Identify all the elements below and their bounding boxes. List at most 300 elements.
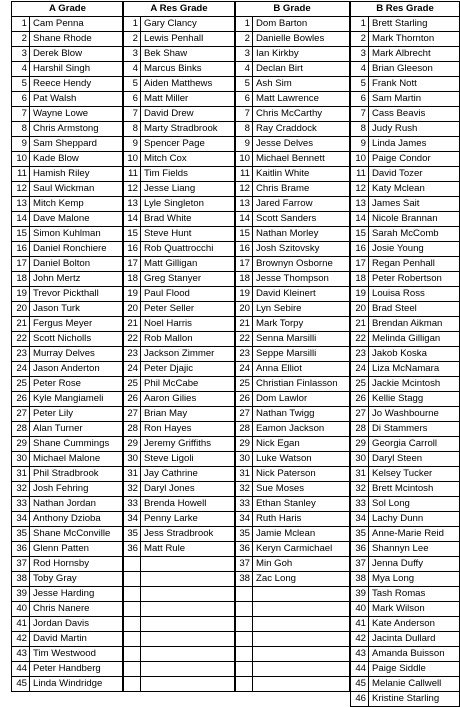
player-row — [351, 182, 460, 197]
player-number: 46 — [351, 692, 369, 707]
player-row — [123, 602, 236, 617]
player-name: Tim Fields — [141, 167, 236, 182]
player-number: 32 — [12, 482, 30, 497]
player-number: 40 — [351, 602, 369, 617]
player-row — [351, 242, 460, 257]
player-row — [351, 662, 460, 677]
player-number: 21 — [235, 317, 253, 332]
player-number: 23 — [123, 347, 141, 362]
player-row — [123, 302, 236, 317]
player-number: 32 — [351, 482, 369, 497]
player-number — [123, 632, 141, 647]
player-number: 3 — [235, 47, 253, 62]
player-row — [235, 212, 350, 227]
player-row — [123, 677, 236, 692]
player-number: 25 — [235, 377, 253, 392]
player-number: 25 — [12, 377, 30, 392]
player-row — [12, 557, 124, 572]
player-number — [235, 632, 253, 647]
player-name: Josh Szitovsky — [253, 242, 350, 257]
player-row — [235, 647, 350, 662]
player-row — [235, 287, 350, 302]
player-number: 2 — [351, 32, 369, 47]
player-name: Jesse Liang — [141, 182, 236, 197]
player-number: 26 — [123, 392, 141, 407]
player-number: 17 — [123, 257, 141, 272]
player-number — [123, 557, 141, 572]
player-name: Peter Rose — [30, 377, 124, 392]
player-name: Nick Egan — [253, 437, 350, 452]
player-number: 17 — [351, 257, 369, 272]
player-row — [235, 677, 350, 692]
player-number: 19 — [123, 287, 141, 302]
player-name: Louisa Ross — [369, 287, 460, 302]
player-number: 32 — [123, 482, 141, 497]
player-number: 9 — [123, 137, 141, 152]
player-name: Jamie Mclean — [253, 527, 350, 542]
player-row — [12, 662, 124, 677]
player-name: Seppe Marsilli — [253, 347, 350, 362]
player-row — [235, 422, 350, 437]
player-number: 34 — [235, 512, 253, 527]
player-number: 22 — [235, 332, 253, 347]
player-name: Bek Shaw — [141, 47, 236, 62]
player-number — [123, 572, 141, 587]
player-name: Linda James — [369, 137, 460, 152]
player-row — [235, 77, 350, 92]
player-number: 45 — [351, 677, 369, 692]
player-name — [253, 602, 350, 617]
player-number: 2 — [123, 32, 141, 47]
player-row — [351, 152, 460, 167]
player-row — [351, 257, 460, 272]
player-number: 15 — [123, 227, 141, 242]
player-number: 10 — [235, 152, 253, 167]
player-number — [235, 587, 253, 602]
player-row — [123, 527, 236, 542]
player-row — [123, 77, 236, 92]
player-name — [141, 557, 236, 572]
player-name: John Mertz — [30, 272, 124, 287]
player-name: Mitch Cox — [141, 152, 236, 167]
player-number: 25 — [351, 377, 369, 392]
player-number: 39 — [12, 587, 30, 602]
player-row — [235, 407, 350, 422]
player-number — [235, 617, 253, 632]
player-name: Scott Nicholls — [30, 332, 124, 347]
player-row — [12, 257, 124, 272]
player-name: Spencer Page — [141, 137, 236, 152]
player-name: Derek Blow — [30, 47, 124, 62]
player-name: Liza McNamara — [369, 362, 460, 377]
player-row — [235, 167, 350, 182]
player-row — [351, 332, 460, 347]
player-name — [141, 662, 236, 677]
player-number: 13 — [351, 197, 369, 212]
player-row — [12, 197, 124, 212]
player-number: 18 — [12, 272, 30, 287]
player-name: Frank Nott — [369, 77, 460, 92]
player-row — [235, 362, 350, 377]
player-number: 27 — [12, 407, 30, 422]
player-name: Ruth Haris — [253, 512, 350, 527]
player-row — [123, 662, 236, 677]
player-name: Daryl Steen — [369, 452, 460, 467]
player-number: 27 — [235, 407, 253, 422]
player-name: Matt Gilligan — [141, 257, 236, 272]
player-name: Di Stammers — [369, 422, 460, 437]
player-row — [12, 617, 124, 632]
player-name: Brett Mcintosh — [369, 482, 460, 497]
player-number: 29 — [123, 437, 141, 452]
player-name: Trevor Pickthall — [30, 287, 124, 302]
player-name: Katy Mclean — [369, 182, 460, 197]
player-number: 11 — [12, 167, 30, 182]
player-row — [12, 572, 124, 587]
player-number: 21 — [123, 317, 141, 332]
player-row — [123, 107, 236, 122]
grade-table — [234, 1, 350, 692]
player-row — [12, 167, 124, 182]
player-row — [351, 227, 460, 242]
player-name: Mark Albrecht — [369, 47, 460, 62]
player-row — [351, 512, 460, 527]
player-name: Jo Washbourne — [369, 407, 460, 422]
player-name: Ethan Stanley — [253, 497, 350, 512]
player-row — [351, 632, 460, 647]
player-name: Jay Cathrine — [141, 467, 236, 482]
player-name: Hamish Riley — [30, 167, 124, 182]
player-name: Kristine Starling — [369, 692, 460, 707]
player-row — [12, 377, 124, 392]
player-name: Scott Sanders — [253, 212, 350, 227]
player-number: 29 — [235, 437, 253, 452]
player-number: 12 — [351, 182, 369, 197]
player-row — [235, 632, 350, 647]
player-name: Shannyn Lee — [369, 542, 460, 557]
player-name: Judy Rush — [369, 122, 460, 137]
player-name: Murray Delves — [30, 347, 124, 362]
player-number: 35 — [123, 527, 141, 542]
player-row — [123, 467, 236, 482]
player-name — [141, 617, 236, 632]
player-row — [235, 302, 350, 317]
player-number: 12 — [123, 182, 141, 197]
player-row — [12, 347, 124, 362]
player-number: 27 — [351, 407, 369, 422]
player-number: 44 — [351, 662, 369, 677]
player-row — [123, 287, 236, 302]
player-number: 15 — [12, 227, 30, 242]
player-row — [12, 512, 124, 527]
player-row — [235, 317, 350, 332]
player-row — [123, 557, 236, 572]
player-row — [351, 17, 460, 32]
player-name: Ash Sim — [253, 77, 350, 92]
player-row — [351, 107, 460, 122]
player-row — [351, 467, 460, 482]
player-name: Kaitlin White — [253, 167, 350, 182]
player-name: Peter Handberg — [30, 662, 124, 677]
player-number: 32 — [235, 482, 253, 497]
player-row — [123, 137, 236, 152]
player-number: 15 — [351, 227, 369, 242]
player-name — [253, 647, 350, 662]
player-row — [12, 542, 124, 557]
player-number: 1 — [235, 17, 253, 32]
player-name: Paige Siddle — [369, 662, 460, 677]
player-row — [351, 482, 460, 497]
player-name: Declan Birt — [253, 62, 350, 77]
player-number — [123, 647, 141, 662]
player-name: Daryl Jones — [141, 482, 236, 497]
player-number: 41 — [12, 617, 30, 632]
player-number: 16 — [235, 242, 253, 257]
player-number: 16 — [12, 242, 30, 257]
player-number: 17 — [235, 257, 253, 272]
player-number: 42 — [351, 632, 369, 647]
player-name: Brendan Aikman — [369, 317, 460, 332]
player-row — [12, 452, 124, 467]
player-row — [351, 557, 460, 572]
player-row — [12, 92, 124, 107]
player-number: 33 — [12, 497, 30, 512]
player-number: 3 — [12, 47, 30, 62]
player-number: 24 — [12, 362, 30, 377]
player-row — [351, 362, 460, 377]
player-name: Keryn Carmichael — [253, 542, 350, 557]
player-row — [12, 632, 124, 647]
player-row — [123, 647, 236, 662]
player-row — [123, 257, 236, 272]
player-row — [123, 632, 236, 647]
player-name: Amanda Buisson — [369, 647, 460, 662]
player-number: 38 — [235, 572, 253, 587]
player-row — [235, 227, 350, 242]
player-row — [351, 572, 460, 587]
player-number: 5 — [351, 77, 369, 92]
player-row — [235, 122, 350, 137]
player-number: 28 — [12, 422, 30, 437]
player-number: 7 — [12, 107, 30, 122]
player-name: Jacinta Dullard — [369, 632, 460, 647]
player-number: 11 — [235, 167, 253, 182]
player-row — [12, 287, 124, 302]
player-number: 2 — [12, 32, 30, 47]
player-name: Peter Lily — [30, 407, 124, 422]
grade-table — [11, 1, 124, 692]
player-row — [123, 17, 236, 32]
player-name: Sue Moses — [253, 482, 350, 497]
player-row — [351, 167, 460, 182]
player-number: 37 — [12, 557, 30, 572]
player-number: 9 — [351, 137, 369, 152]
player-name: Jesse Thompson — [253, 272, 350, 287]
player-row — [351, 122, 460, 137]
player-name: Jakob Koska — [369, 347, 460, 362]
player-number: 42 — [12, 632, 30, 647]
player-name: Matt Miller — [141, 92, 236, 107]
player-number: 45 — [12, 677, 30, 692]
player-name: Matt Lawrence — [253, 92, 350, 107]
player-row — [12, 407, 124, 422]
grade-table — [350, 1, 460, 707]
player-row — [235, 542, 350, 557]
player-row — [123, 437, 236, 452]
player-row — [351, 527, 460, 542]
player-name: Sam Sheppard — [30, 137, 124, 152]
player-number: 10 — [351, 152, 369, 167]
player-row — [235, 257, 350, 272]
player-row — [351, 302, 460, 317]
player-name: James Sait — [369, 197, 460, 212]
player-row — [235, 452, 350, 467]
player-row — [235, 242, 350, 257]
player-row — [351, 317, 460, 332]
player-row — [123, 452, 236, 467]
player-row — [123, 542, 236, 557]
player-name: Greg Stanyer — [141, 272, 236, 287]
player-name: Tim Westwood — [30, 647, 124, 662]
player-row — [235, 392, 350, 407]
player-number: 10 — [12, 152, 30, 167]
player-row — [351, 617, 460, 632]
player-number: 20 — [235, 302, 253, 317]
player-number: 9 — [12, 137, 30, 152]
player-number: 24 — [351, 362, 369, 377]
player-number: 18 — [123, 272, 141, 287]
player-name: Saul Wickman — [30, 182, 124, 197]
player-row — [12, 182, 124, 197]
player-number: 7 — [123, 107, 141, 122]
player-number: 11 — [351, 167, 369, 182]
player-number: 3 — [351, 47, 369, 62]
player-row — [123, 317, 236, 332]
player-row — [123, 512, 236, 527]
player-number: 36 — [235, 542, 253, 557]
player-name — [141, 587, 236, 602]
player-name: Jason Anderton — [30, 362, 124, 377]
player-number: 40 — [12, 602, 30, 617]
player-number: 33 — [235, 497, 253, 512]
player-name: Daniel Bolton — [30, 257, 124, 272]
player-name: Brian Gleeson — [369, 62, 460, 77]
player-row — [123, 392, 236, 407]
player-row — [123, 617, 236, 632]
player-name: Brian May — [141, 407, 236, 422]
player-row — [123, 32, 236, 47]
player-name: Lyn Sebire — [253, 302, 350, 317]
player-name: Toby Gray — [30, 572, 124, 587]
player-number: 33 — [351, 497, 369, 512]
player-number: 35 — [351, 527, 369, 542]
player-name: Peter Djajic — [141, 362, 236, 377]
player-name: Chris McCarthy — [253, 107, 350, 122]
player-row — [123, 152, 236, 167]
player-name — [253, 632, 350, 647]
player-number: 28 — [351, 422, 369, 437]
player-name: Alan Turner — [30, 422, 124, 437]
player-name: Steve Hunt — [141, 227, 236, 242]
player-name: Jordan Davis — [30, 617, 124, 632]
player-row — [351, 32, 460, 47]
player-name: Kate Anderson — [369, 617, 460, 632]
player-name: Rob Mallon — [141, 332, 236, 347]
player-name: Shane Rhode — [30, 32, 124, 47]
player-name: Jess Stradbrook — [141, 527, 236, 542]
player-number: 22 — [123, 332, 141, 347]
player-row — [12, 137, 124, 152]
player-name: Melanie Callwell — [369, 677, 460, 692]
player-name: Kade Blow — [30, 152, 124, 167]
player-number: 38 — [12, 572, 30, 587]
player-number: 34 — [12, 512, 30, 527]
player-row — [123, 92, 236, 107]
player-row — [235, 617, 350, 632]
player-number: 19 — [12, 287, 30, 302]
player-number: 13 — [12, 197, 30, 212]
player-row — [235, 182, 350, 197]
player-name: Regan Penhall — [369, 257, 460, 272]
player-name: David Tozer — [369, 167, 460, 182]
player-number: 35 — [235, 527, 253, 542]
player-number: 8 — [123, 122, 141, 137]
player-number: 20 — [12, 302, 30, 317]
player-name: Tash Romas — [369, 587, 460, 602]
player-name: Chris Armstong — [30, 122, 124, 137]
player-number: 30 — [351, 452, 369, 467]
player-row — [123, 47, 236, 62]
player-name: Rob Quattrocchi — [141, 242, 236, 257]
player-row — [351, 47, 460, 62]
player-number — [235, 677, 253, 692]
player-number: 30 — [123, 452, 141, 467]
player-name: Nick Paterson — [253, 467, 350, 482]
player-number: 35 — [12, 527, 30, 542]
player-name: Jackson Zimmer — [141, 347, 236, 362]
player-name — [141, 632, 236, 647]
player-number: 31 — [351, 467, 369, 482]
player-row — [351, 392, 460, 407]
player-name: Peter Seller — [141, 302, 236, 317]
player-number: 13 — [235, 197, 253, 212]
player-row — [235, 662, 350, 677]
player-row — [351, 692, 460, 707]
player-name: Luke Watson — [253, 452, 350, 467]
player-name — [253, 677, 350, 692]
player-name: Jason Turk — [30, 302, 124, 317]
player-name: Paige Condor — [369, 152, 460, 167]
player-name: Dom Barton — [253, 17, 350, 32]
player-row — [235, 92, 350, 107]
player-name: Steve Ligoli — [141, 452, 236, 467]
player-row — [235, 497, 350, 512]
player-number: 9 — [235, 137, 253, 152]
player-name: Jenna Duffy — [369, 557, 460, 572]
player-name: Paul Flood — [141, 287, 236, 302]
player-number: 23 — [351, 347, 369, 362]
player-number: 23 — [235, 347, 253, 362]
player-number: 29 — [12, 437, 30, 452]
player-row — [123, 242, 236, 257]
grade-header-row — [123, 2, 236, 17]
player-row — [351, 437, 460, 452]
player-number: 14 — [235, 212, 253, 227]
player-number: 43 — [351, 647, 369, 662]
player-name: Daniel Ronchiere — [30, 242, 124, 257]
player-name: Mark Torpy — [253, 317, 350, 332]
player-row — [123, 362, 236, 377]
